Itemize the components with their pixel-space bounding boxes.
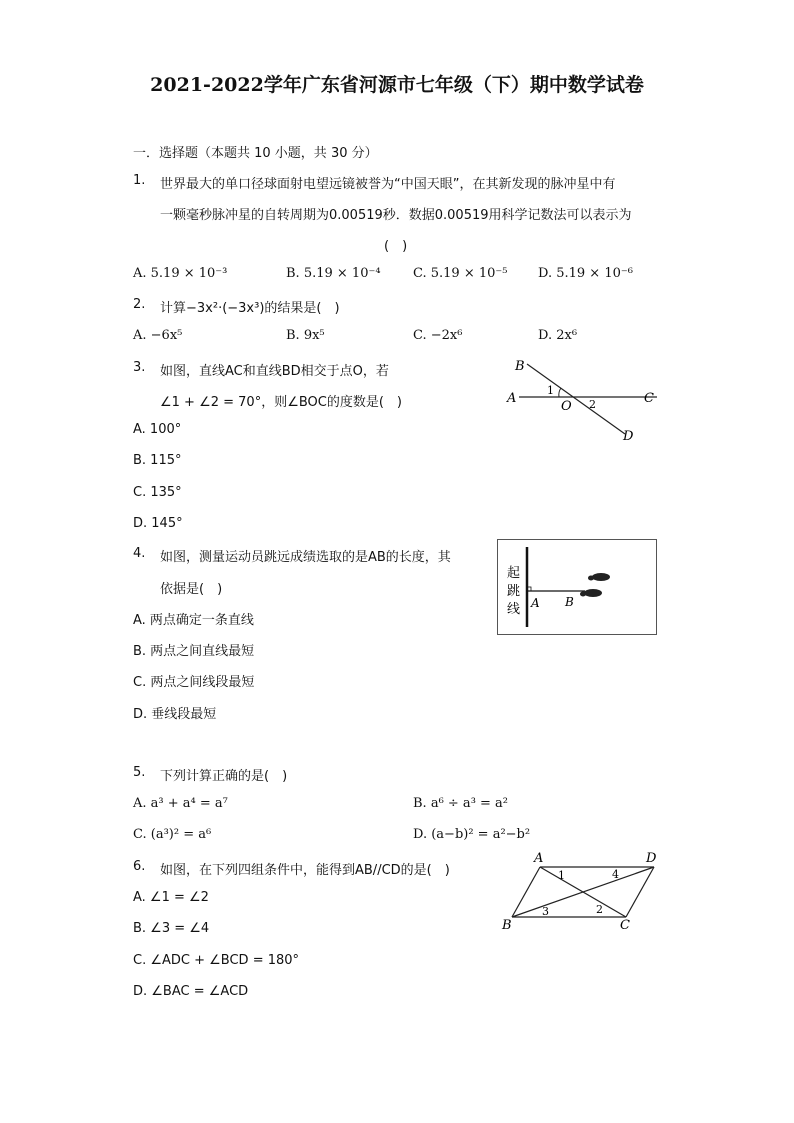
point-label-o: O xyxy=(561,399,572,414)
option-d[interactable]: D. ∠BAC = ∠ACD xyxy=(133,984,249,999)
option-a[interactable]: A. ∠1 = ∠2 xyxy=(133,890,209,905)
option-b[interactable]: B. 9x⁵ xyxy=(286,328,325,343)
option-d[interactable]: D. 2x⁶ xyxy=(538,328,578,343)
point-label-d: D xyxy=(646,851,657,866)
option-b[interactable]: B. 两点之间直线最短 xyxy=(133,644,255,659)
point-label-b: B xyxy=(502,918,512,933)
option-a[interactable]: A. a³ + a⁴ = a⁷ xyxy=(133,796,228,811)
segment-ab xyxy=(512,867,540,917)
question-number: 3. xyxy=(133,360,146,375)
point-label-a: A xyxy=(531,596,540,610)
option-c[interactable]: C. (a³)² = a⁶ xyxy=(133,827,212,842)
page-title: 2021-2022学年广东省河源市七年级（下）期中数学试卷 xyxy=(150,74,644,96)
takeoff-label-char-2: 跳 xyxy=(507,584,521,599)
option-a[interactable]: A. −6x⁵ xyxy=(133,328,183,343)
option-d[interactable]: D. (a−b)² = a²−b² xyxy=(413,827,531,842)
option-b[interactable]: B. ∠3 = ∠4 xyxy=(133,921,210,936)
angle-label-2: 2 xyxy=(589,398,596,411)
point-label-c: C xyxy=(644,391,654,406)
option-c[interactable]: C. ∠ADC + ∠BCD = 180° xyxy=(133,953,300,968)
question-number: 6. xyxy=(133,859,146,874)
angle-label-4: 4 xyxy=(612,868,619,881)
takeoff-label-char-1: 起 xyxy=(507,566,521,581)
point-label-a: A xyxy=(534,851,544,866)
question-text: 下列计算正确的是( ) xyxy=(160,769,288,784)
question-text: 如图，在下列四组条件中，能得到AB//CD的是( ) xyxy=(160,863,450,878)
intersecting-lines-figure xyxy=(505,352,665,447)
segment-cd xyxy=(626,867,654,917)
angle-1-arc xyxy=(559,388,561,397)
option-c[interactable]: C. 两点之间线段最短 xyxy=(133,675,255,690)
option-b[interactable]: B. a⁶ ÷ a³ = a² xyxy=(413,796,509,811)
question-text: 如图，直线AC和直线BD相交于点O，若 xyxy=(160,364,389,379)
question-text: 依据是( ) xyxy=(160,582,223,597)
section-heading: 一．选择题（本题共 10 小题，共 30 分） xyxy=(133,146,378,161)
option-c[interactable]: C. 135° xyxy=(133,485,182,500)
option-b[interactable]: B. 115° xyxy=(133,453,182,468)
question-number: 1. xyxy=(133,173,146,188)
question-text: ∠1 + ∠2 = 70°，则∠BOC的度数是( ) xyxy=(160,395,403,410)
option-d[interactable]: D. 垂线段最短 xyxy=(133,707,217,722)
question-text: 一颗毫秒脉冲星的自转周期为0.00519秒．数据0.00519用科学记数法可以表示为 xyxy=(160,208,632,223)
angle-label-1: 1 xyxy=(558,869,565,882)
option-d[interactable]: D. 5.19 × 10⁻⁶ xyxy=(538,266,633,281)
point-label-a: A xyxy=(507,391,517,406)
question-number: 2. xyxy=(133,297,146,312)
point-label-c: C xyxy=(620,918,630,933)
angle-label-3: 3 xyxy=(542,905,549,918)
question-text: 如图，测量运动员跳远成绩选取的是AB的长度，其 xyxy=(160,550,451,565)
option-a[interactable]: A. 两点确定一条直线 xyxy=(133,613,254,628)
long-jump-figure xyxy=(497,539,657,635)
option-a[interactable]: A. 100° xyxy=(133,422,182,437)
question-number: 4. xyxy=(133,546,146,561)
line-bd xyxy=(527,364,625,434)
question-number: 5. xyxy=(133,765,146,780)
figure-frame xyxy=(498,540,657,635)
point-label-d: D xyxy=(623,429,634,444)
option-c[interactable]: C. 5.19 × 10⁻⁵ xyxy=(413,266,508,281)
diagonal-bd xyxy=(512,867,654,917)
angle-label-2: 2 xyxy=(596,903,603,916)
option-c[interactable]: C. −2x⁶ xyxy=(413,328,463,343)
question-text: 计算−3x²·(−3x³)的结果是( ) xyxy=(160,301,340,316)
option-a[interactable]: A. 5.19 × 10⁻³ xyxy=(133,266,228,281)
takeoff-label-char-3: 线 xyxy=(507,602,521,617)
parallelogram-figure xyxy=(498,850,668,935)
option-b[interactable]: B. 5.19 × 10⁻⁴ xyxy=(286,266,381,281)
point-label-b: B xyxy=(515,359,525,374)
point-label-b: B xyxy=(565,595,574,609)
question-text: 世界最大的单口径球面射电望远镜被誉为“中国天眼”，在其新发现的脉冲星中有 xyxy=(160,177,616,192)
answer-blank: ( ) xyxy=(384,239,408,254)
option-d[interactable]: D. 145° xyxy=(133,516,183,531)
angle-label-1: 1 xyxy=(547,384,554,397)
